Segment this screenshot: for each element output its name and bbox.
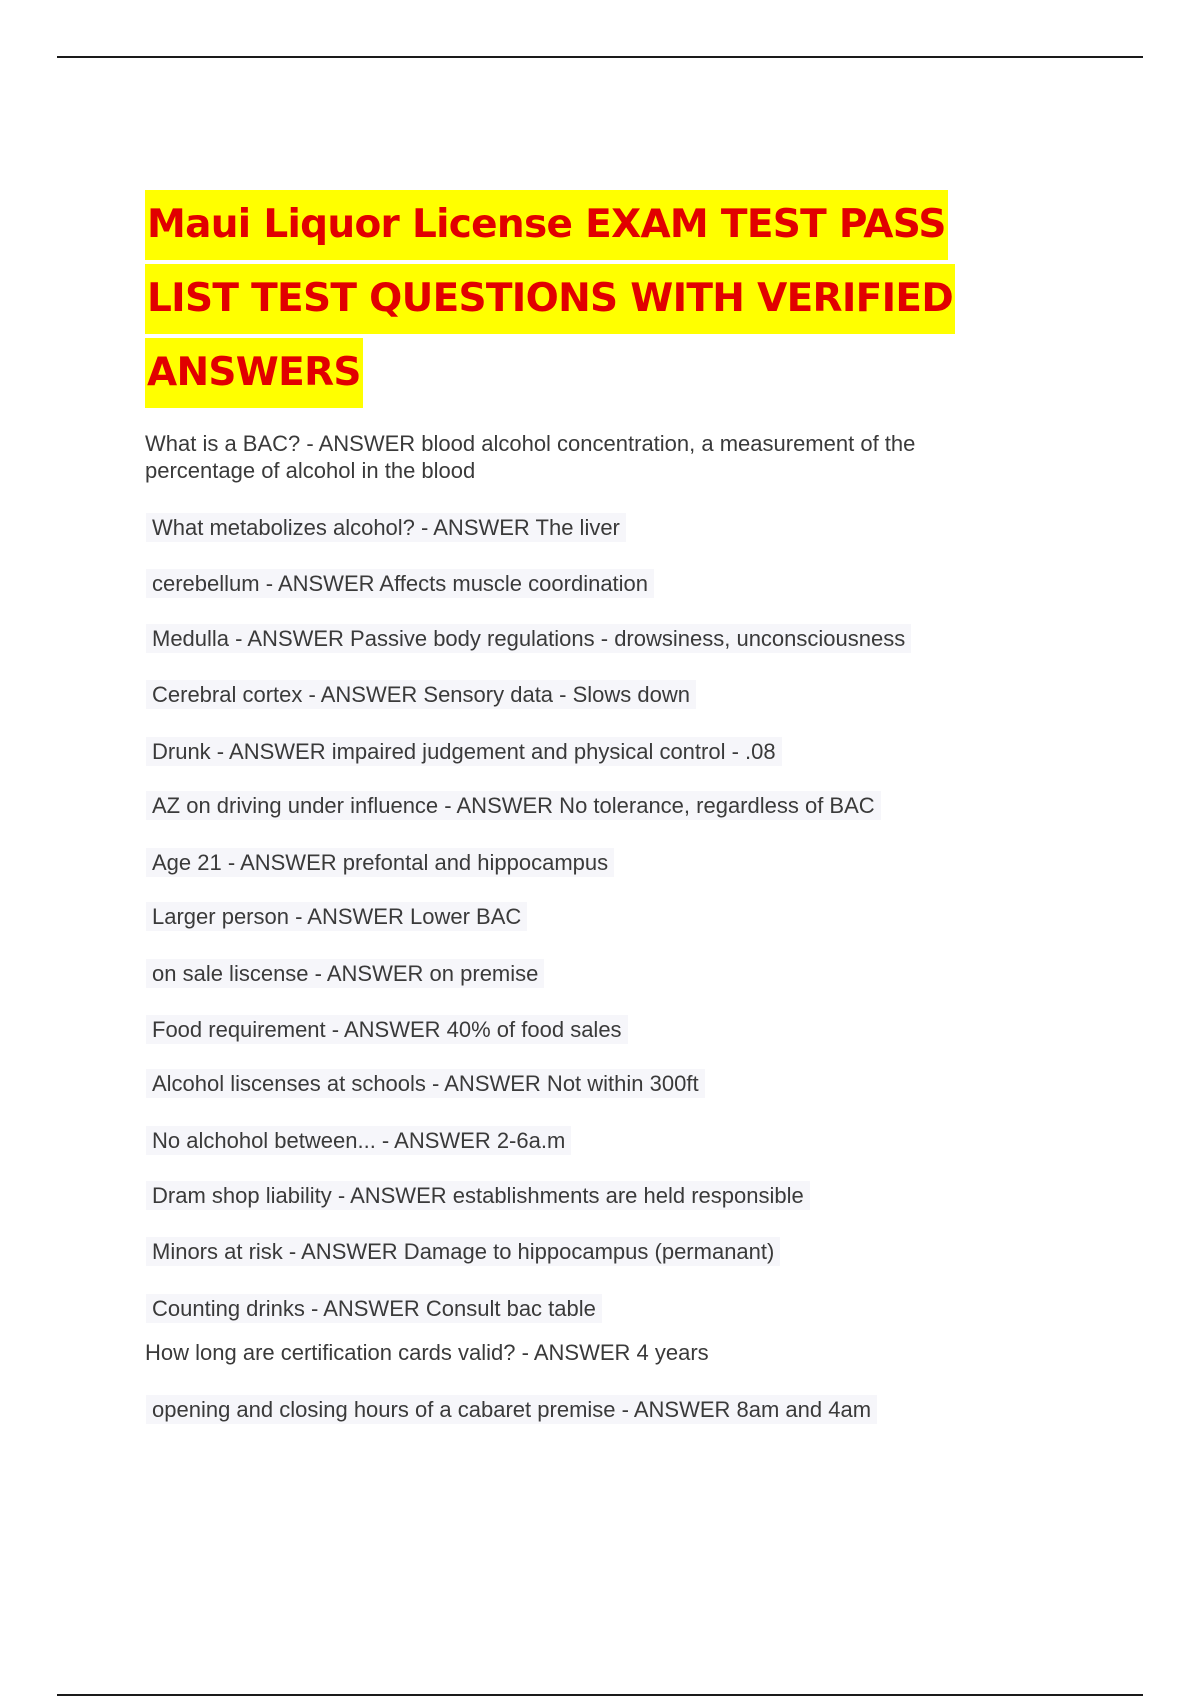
qa-item-minors: Minors at risk - ANSWER Damage to hippocampus (permanant) — [146, 1237, 780, 1266]
qa-item-age-21: Age 21 - ANSWER prefontal and hippocampus — [146, 848, 614, 877]
title-line-2: LIST TEST QUESTIONS WITH VERIFIED — [145, 264, 955, 334]
qa-item-bac: What is a BAC? - ANSWER blood alcohol concentration, a measurement of the percentage of alcohol in the blood — [145, 431, 916, 483]
document-title — [145, 190, 1045, 412]
qa-item-dram-shop: Dram shop liability - ANSWER establishments are held responsible — [146, 1181, 810, 1210]
footer-rule — [57, 1694, 1143, 1696]
title-line-3: ANSWERS — [145, 338, 363, 408]
title-line-1: Maui Liquor License EXAM TEST PASS — [145, 190, 948, 260]
qa-item-food-requirement: Food requirement - ANSWER 40% of food sales — [146, 1015, 628, 1044]
header-rule — [57, 56, 1143, 58]
qa-item-az-driving: AZ on driving under influence - ANSWER No tolerance, regardless of BAC — [146, 791, 881, 820]
qa-item-cabaret-hours: opening and closing hours of a cabaret premise - ANSWER 8am and 4am — [146, 1395, 877, 1424]
qa-item-metabolizes: What metabolizes alcohol? - ANSWER The liver — [146, 513, 626, 542]
qa-item-drunk: Drunk - ANSWER impaired judgement and physical control - .08 — [146, 737, 782, 766]
qa-item-alcohol-hours: No alchohol between... - ANSWER 2-6a.m — [146, 1126, 571, 1155]
qa-item-certification-cards: How long are certification cards valid? - ANSWER 4 years — [145, 1340, 709, 1365]
qa-item-schools: Alcohol liscenses at schools - ANSWER Not within 300ft — [146, 1069, 705, 1098]
qa-item-counting-drinks: Counting drinks - ANSWER Consult bac table — [146, 1294, 602, 1323]
qa-item-larger-person: Larger person - ANSWER Lower BAC — [146, 902, 527, 931]
qa-item-on-sale-license: on sale liscense - ANSWER on premise — [146, 959, 544, 988]
qa-item-cerebellum: cerebellum - ANSWER Affects muscle coordination — [146, 569, 654, 598]
qa-item-medulla: Medulla - ANSWER Passive body regulations - drowsiness, unconsciousness — [146, 624, 911, 653]
qa-item-cerebral-cortex: Cerebral cortex - ANSWER Sensory data - Slows down — [146, 680, 696, 709]
